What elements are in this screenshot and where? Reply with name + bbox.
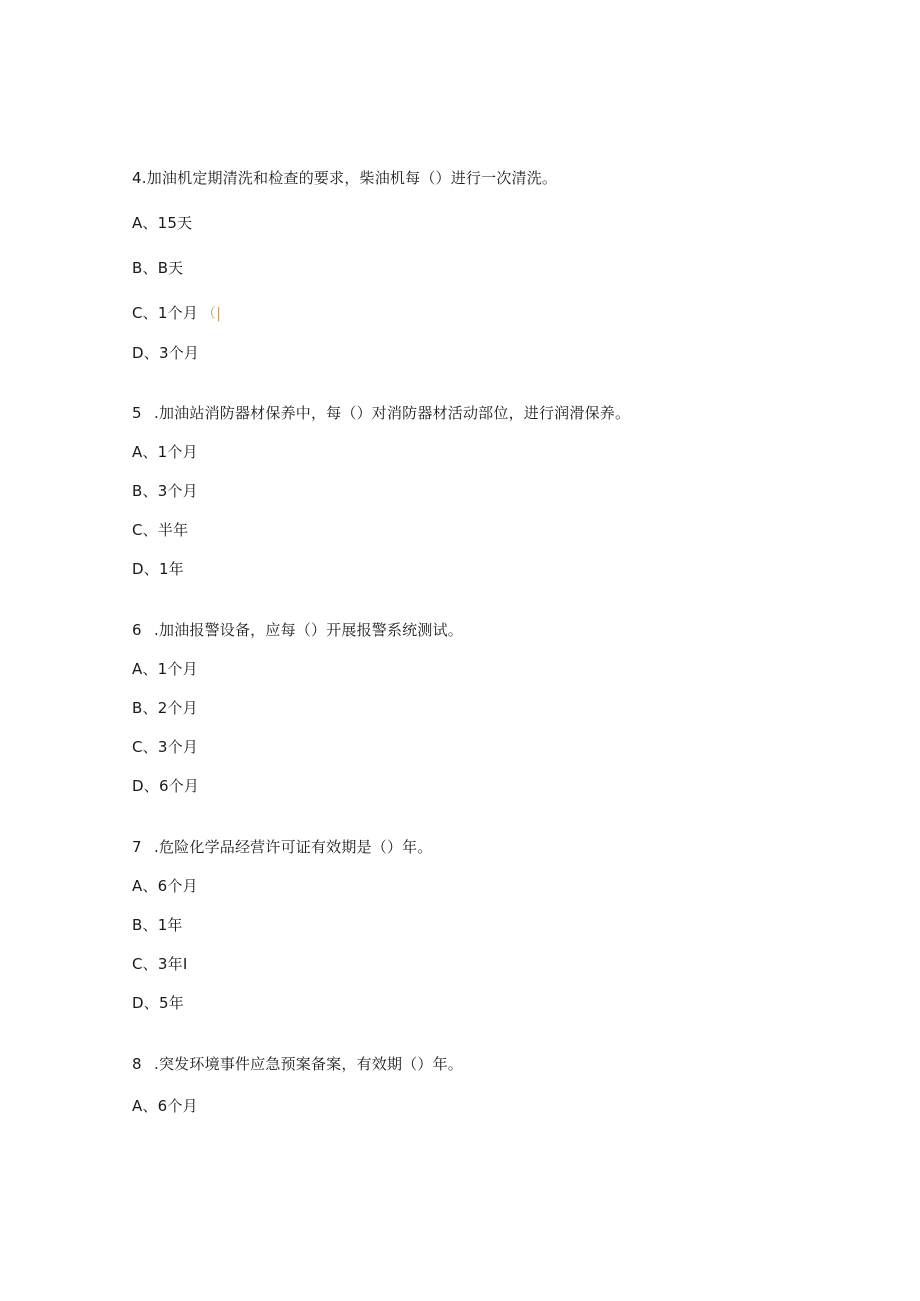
option-text: C、半年: [132, 521, 189, 539]
option-text: A、6个月: [132, 877, 198, 895]
option-text: A、1个月: [132, 660, 198, 678]
option-text: A、6个月: [132, 1097, 198, 1115]
option-text: A、1个月: [132, 443, 198, 461]
pen-mark: （|: [202, 306, 222, 322]
option-text: C、1个月: [132, 304, 199, 322]
option-5b: [132, 481, 198, 501]
option-6c: [132, 737, 198, 757]
question-text: .危险化学品经营许可证有效期是（）年。: [154, 838, 433, 856]
question-4: [132, 168, 557, 188]
option-4b: [132, 258, 183, 278]
option-6d: [132, 776, 199, 796]
option-7b: [132, 915, 183, 935]
option-text: D、6个月: [132, 777, 200, 795]
option-text: A、15天: [132, 214, 193, 232]
option-4c: [132, 303, 221, 324]
question-number: 7: [132, 838, 142, 856]
option-5a: [132, 442, 198, 462]
option-7c: [132, 954, 187, 974]
question-text: .加油站消防器材保养中，每（）对消防器材活动部位，进行润滑保养。: [154, 404, 631, 422]
option-7a: [132, 876, 198, 896]
question-number: 8: [132, 1055, 142, 1073]
option-text: B、1年: [132, 916, 183, 934]
option-8a: [132, 1096, 198, 1116]
option-text: C、3个月: [132, 738, 199, 756]
question-5: [132, 403, 630, 423]
option-text: B、3个月: [132, 482, 198, 500]
option-text: D、1年: [132, 560, 184, 578]
question-number: 4.: [132, 169, 147, 187]
option-7d: [132, 993, 184, 1013]
question-number: 6: [132, 621, 142, 639]
question-number: 5: [132, 404, 142, 422]
option-5d: [132, 559, 184, 579]
question-7: [132, 837, 433, 857]
option-text: D、5年: [132, 994, 184, 1012]
option-text: B、2个月: [132, 699, 198, 717]
option-text: C、3年I: [132, 955, 188, 973]
option-4d: [132, 343, 199, 363]
option-4a: [132, 213, 192, 233]
option-6a: [132, 659, 198, 679]
question-8: [132, 1054, 463, 1074]
question-text: 加油机定期清洗和检查的要求，柴油机每（）进行一次清洗。: [146, 169, 558, 187]
option-text: B、B天: [132, 259, 184, 277]
option-6b: [132, 698, 198, 718]
question-text: .加油报警设备，应每（）开展报警系统测试。: [154, 621, 463, 639]
option-5c: [132, 520, 188, 540]
question-6: [132, 620, 463, 640]
question-text: .突发环境事件应急预案备案，有效期（）年。: [154, 1055, 463, 1073]
option-text: D、3个月: [132, 344, 200, 362]
